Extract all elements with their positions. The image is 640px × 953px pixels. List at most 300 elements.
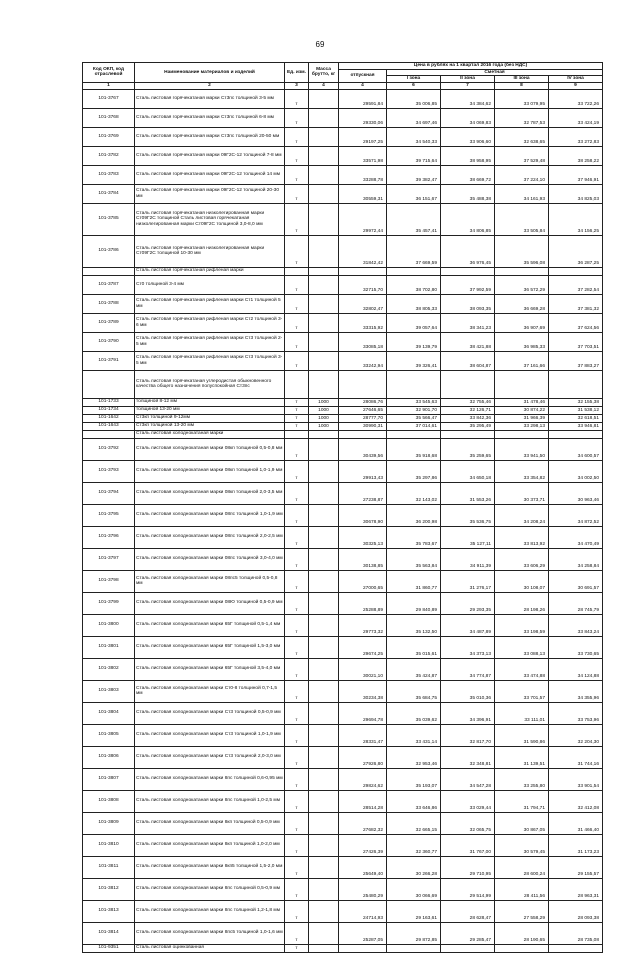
factory-price-cell: 32802,47: [339, 294, 387, 313]
zone-4-price-cell: 37 381,32: [549, 294, 603, 313]
zone-1-price-cell: [387, 944, 441, 952]
zone-3-price-cell: 33 701,57: [495, 680, 549, 702]
zone-2-price-cell: 31 767,00: [441, 834, 495, 856]
material-name-cell: Сталь листовая холоднокатаная марки 8пс толщиной 0,5-0,9 мм: [135, 878, 285, 900]
zone-1-price-cell: 35 457,41: [387, 203, 441, 235]
unit-cell: т: [285, 294, 309, 313]
factory-price-cell: 27926,80: [339, 746, 387, 768]
zone-4-price-cell: 33 753,96: [549, 702, 603, 724]
factory-price-cell: 29824,62: [339, 768, 387, 790]
zone-2-price-cell: 29 285,47: [441, 922, 495, 944]
table-row: [83, 724, 603, 746]
zone-4-price-cell: 34 156,25: [549, 203, 603, 235]
okp-code-cell: [83, 267, 135, 275]
factory-price-cell: 30021,10: [339, 658, 387, 680]
unit-cell: т: [285, 658, 309, 680]
zone-1-price-cell: 38 805,33: [387, 294, 441, 313]
zone-3-price-cell: 32 638,65: [495, 127, 549, 146]
zone-1-price-cell: 33 431,14: [387, 724, 441, 746]
zone-3-price-cell: 28 198,26: [495, 592, 549, 614]
zone-1-price-cell: 32 360,77: [387, 834, 441, 856]
table-row: [83, 790, 603, 812]
factory-price-cell: 29694,78: [339, 702, 387, 724]
okp-code-cell: [83, 430, 135, 438]
zone-2-price-cell: 35 488,38: [441, 184, 495, 203]
factory-price-cell: 28086,76: [339, 398, 387, 406]
material-name-cell: Сталь листовая холоднокатаная марки: [135, 430, 285, 438]
mass-cell: 1000: [309, 398, 339, 406]
material-name-cell: Сталь листовая горячекатаная низколегированная марки Ст09Г2С толщиной Сталь листовая горячекатаная низколегированная марки Ст09Г2С толщиной 3,0-8,0 мм: [135, 203, 285, 235]
factory-price-cell: 24714,93: [339, 900, 387, 922]
table-row: [83, 768, 603, 790]
zone-3-price-cell: 32 787,53: [495, 108, 549, 127]
material-name-cell: Сталь листовая холоднокатаная марки 08пс толщиной 1,0-1,9 мм: [135, 504, 285, 526]
factory-price-cell: 27238,87: [339, 482, 387, 504]
table-row: [83, 460, 603, 482]
table-row: [83, 614, 603, 636]
zone-3-price-cell: 36 572,29: [495, 275, 549, 294]
zone-4-price-cell: 38 258,22: [549, 146, 603, 165]
unit-cell: т: [285, 504, 309, 526]
unit-cell: т: [285, 878, 309, 900]
zone-4-price-cell: 34 872,52: [549, 504, 603, 526]
table-row: [83, 414, 603, 422]
price-group-header: Цена в рублях на 1 квартал 2016 года (без НДС): [339, 63, 603, 70]
zone-2-price-cell: 35 127,11: [441, 526, 495, 548]
table-row: [83, 658, 603, 680]
zone-3-price-cell: 30 373,71: [495, 482, 549, 504]
col-index: 3: [285, 82, 309, 89]
zone-4-price-cell: 33 901,54: [549, 768, 603, 790]
zone-2-price-cell: 32 126,71: [441, 406, 495, 414]
okp-code-cell: 101-3807: [83, 768, 135, 790]
unit-cell: т: [285, 275, 309, 294]
mass-cell: [309, 332, 339, 351]
mass-cell: [309, 127, 339, 146]
zone-3-price-cell: 30 874,22: [495, 406, 549, 414]
okp-code-cell: 101-9351: [83, 944, 135, 952]
mass-cell: [309, 812, 339, 834]
zone-4-header: IV зона: [549, 76, 603, 83]
zone-1-price-cell: 39 382,47: [387, 165, 441, 184]
zone-1-price-cell: 38 702,80: [387, 275, 441, 294]
zone-2-price-cell: 37 992,59: [441, 275, 495, 294]
zone-2-price-cell: 31 553,26: [441, 482, 495, 504]
zone-2-price-cell: 38 421,88: [441, 332, 495, 351]
unit-cell: т: [285, 414, 309, 422]
zone-4-price-cell: 33 730,65: [549, 636, 603, 658]
okp-code-cell: 101-3783: [83, 165, 135, 184]
table-row: [83, 944, 603, 952]
zone-1-price-cell: 35 918,68: [387, 438, 441, 460]
table-row: [83, 592, 603, 614]
zone-1-price-cell: 35 297,86: [387, 460, 441, 482]
zone-3-price-cell: 28 411,56: [495, 878, 549, 900]
zone-3-price-cell: 33 111,01: [495, 702, 549, 724]
mass-cell: [309, 746, 339, 768]
col-index: 9: [549, 82, 603, 89]
okp-code-cell: [83, 370, 135, 398]
mass-cell: [309, 548, 339, 570]
material-name-cell: Сталь листовая холоднокатаная марки 8пс толщиной 1,0-2,5 мм: [135, 790, 285, 812]
zone-4-price-cell: 34 258,84: [549, 548, 603, 570]
zone-2-price-cell: 33 842,36: [441, 414, 495, 422]
unit-cell: т: [285, 900, 309, 922]
material-name-cell: Сталь листовая холоднокатаная марки 8кп толщиной 0,5-0,9 мм: [135, 812, 285, 834]
table-row: [83, 746, 603, 768]
okp-code-cell: 101-1643: [83, 422, 135, 430]
table-row: [83, 108, 603, 127]
zone-4-price-cell: 33 722,26: [549, 89, 603, 108]
mass-cell: [309, 614, 339, 636]
zone-3-price-cell: 33 354,82: [495, 460, 549, 482]
mass-cell: [309, 351, 339, 370]
unit-cell: т: [285, 108, 309, 127]
factory-price-cell: 29913,43: [339, 460, 387, 482]
table-row: [83, 856, 603, 878]
table-row: [83, 89, 603, 108]
col-index: 6: [387, 82, 441, 89]
okp-code-cell: 101-3785: [83, 203, 135, 235]
mass-cell: [309, 922, 339, 944]
zone-4-price-cell: 32 155,38: [549, 398, 603, 406]
okp-code-cell: 101-3786: [83, 235, 135, 267]
factory-price-cell: 28331,47: [339, 724, 387, 746]
zone-2-price-cell: 32 065,75: [441, 812, 495, 834]
zone-1-price-cell: 30 066,69: [387, 878, 441, 900]
factory-price-cell: 29330,06: [339, 108, 387, 127]
okp-code-cell: 101-3811: [83, 856, 135, 878]
unit-cell: т: [285, 856, 309, 878]
mass-cell: [309, 294, 339, 313]
zone-3-price-cell: 36 669,28: [495, 294, 549, 313]
okp-code-cell: 101-3797: [83, 548, 135, 570]
zone-4-price-cell: 37 946,91: [549, 165, 603, 184]
zone-1-price-cell: 36 200,98: [387, 504, 441, 526]
zone-2-price-cell: 34 396,91: [441, 702, 495, 724]
zone-4-price-cell: 31 466,40: [549, 812, 603, 834]
zone-1-price-cell: 29 872,85: [387, 922, 441, 944]
factory-price-cell: 30678,90: [339, 504, 387, 526]
table-row: [83, 438, 603, 460]
factory-price-cell: 25480,29: [339, 878, 387, 900]
unit-cell: т: [285, 332, 309, 351]
unit-cell: т: [285, 812, 309, 834]
unit-cell: т: [285, 203, 309, 235]
zone-1-price-cell: 34 697,46: [387, 108, 441, 127]
material-name-cell: Сталь листовая горячекатаная марки 09Г2С-12 толщиной 7-8 мм: [135, 146, 285, 165]
mass-cell: [309, 235, 339, 267]
mass-cell: [309, 856, 339, 878]
table-row: [83, 406, 603, 414]
material-name-cell: Сталь листовая холоднокатаная марки 65Г толщиной 3,5-4,0 мм: [135, 658, 285, 680]
unit-cell: т: [285, 834, 309, 856]
factory-price-cell: 29197,25: [339, 127, 387, 146]
material-name-cell: Сталь листовая холоднокатаная марки Ст3 толщиной 0,5-0,9 мм: [135, 702, 285, 724]
unit-cell: т: [285, 614, 309, 636]
col-code-header: Код ОКП, код отраслевой: [83, 63, 135, 83]
zone-4-price-cell: 32 204,30: [549, 724, 603, 746]
zone-1-price-cell: 32 901,70: [387, 406, 441, 414]
factory-price-cell: 33242,94: [339, 351, 387, 370]
column-index-row: [83, 82, 603, 89]
unit-cell: т: [285, 636, 309, 658]
material-name-cell: Ст3кп толщиной 9-12мм: [135, 414, 285, 422]
mass-cell: [309, 482, 339, 504]
unit-cell: [285, 370, 309, 398]
zone-1-price-cell: 31 860,77: [387, 570, 441, 592]
col-factory-header: отпускная: [339, 69, 387, 82]
zone-1-price-cell: 35 132,50: [387, 614, 441, 636]
zone-4-price-cell: [549, 944, 603, 952]
mass-cell: [309, 570, 339, 592]
unit-cell: т: [285, 922, 309, 944]
table-row: [83, 267, 603, 275]
zone-2-price-cell: 35 536,75: [441, 504, 495, 526]
table-header: [83, 63, 603, 90]
zone-4-price-cell: 30 963,46: [549, 482, 603, 504]
table-row: [83, 127, 603, 146]
unit-cell: т: [285, 482, 309, 504]
factory-price-cell: 30138,85: [339, 548, 387, 570]
material-name-cell: Сталь листовая холоднокатаная марки 08пс5 толщиной 0,5-0,8 мм: [135, 570, 285, 592]
factory-price-cell: 29773,32: [339, 614, 387, 636]
mass-cell: [309, 108, 339, 127]
factory-price-cell: 31842,42: [339, 235, 387, 267]
mass-cell: [309, 146, 339, 165]
zone-4-price-cell: 34 124,88: [549, 658, 603, 680]
zone-2-price-cell: 34 806,85: [441, 203, 495, 235]
mass-cell: [309, 834, 339, 856]
table-row: [83, 526, 603, 548]
mass-cell: [309, 878, 339, 900]
unit-cell: т: [285, 944, 309, 952]
table-row: [83, 332, 603, 351]
zone-2-price-cell: 32 348,81: [441, 746, 495, 768]
unit-cell: т: [285, 526, 309, 548]
zone-3-price-cell: 34 161,93: [495, 184, 549, 203]
mass-cell: [309, 165, 339, 184]
table-row: [83, 812, 603, 834]
zone-3-price-cell: 35 596,08: [495, 235, 549, 267]
zone-4-price-cell: 31 538,12: [549, 406, 603, 414]
zone-4-price-cell: 36 287,25: [549, 235, 603, 267]
mass-cell: 1000: [309, 406, 339, 414]
zone-3-price-cell: 36 985,33: [495, 332, 549, 351]
zone-2-price-cell: 35 259,65: [441, 438, 495, 460]
okp-code-cell: 101-3796: [83, 526, 135, 548]
table-row: [83, 570, 603, 592]
zone-1-price-cell: [387, 370, 441, 398]
material-name-cell: Сталь листовая холоднокатаная марки 8кп5 толщиной 1,5-2,0 мм: [135, 856, 285, 878]
mass-cell: [309, 438, 339, 460]
material-name-cell: Сталь листовая холоднокатаная марки 08пс толщиной 3,0-4,0 мм: [135, 548, 285, 570]
zone-1-price-cell: 29 840,89: [387, 592, 441, 614]
unit-cell: т: [285, 351, 309, 370]
zone-3-price-cell: 30 867,05: [495, 812, 549, 834]
zone-3-price-cell: [495, 267, 549, 275]
col-index: 8: [495, 82, 549, 89]
mass-cell: [309, 370, 339, 398]
zone-4-price-cell: 33 424,19: [549, 108, 603, 127]
material-name-cell: Сталь листовая холоднокатаная марки 8пс5 толщиной 1,0-1,6 мм: [135, 922, 285, 944]
mass-cell: [309, 313, 339, 332]
material-name-cell: Сталь листовая горячекатаная рифленая марки Ст2 толщиной 3-6 мм: [135, 313, 285, 332]
factory-price-cell: 25288,89: [339, 592, 387, 614]
factory-price-cell: 28777,70: [339, 414, 387, 422]
factory-price-cell: 30234,38: [339, 680, 387, 702]
table-row: [83, 548, 603, 570]
table-row: [83, 235, 603, 267]
zone-3-price-cell: 28 190,65: [495, 922, 549, 944]
material-name-cell: Сталь листовая горячекатаная марки Ст3пс толщиной 6-8 мм: [135, 108, 285, 127]
factory-price-cell: [339, 370, 387, 398]
zone-4-price-cell: 29 155,57: [549, 856, 603, 878]
material-name-cell: Сталь листовая оцинкованная: [135, 944, 285, 952]
okp-code-cell: 101-3787: [83, 275, 135, 294]
factory-price-cell: 27426,39: [339, 834, 387, 856]
zone-3-price-cell: 31 478,46: [495, 398, 549, 406]
col-index: 1: [83, 82, 135, 89]
zone-4-price-cell: 32 412,08: [549, 790, 603, 812]
okp-code-cell: 101-3784: [83, 184, 135, 203]
zone-2-price-cell: 38 341,23: [441, 313, 495, 332]
table-row: [83, 146, 603, 165]
zone-4-price-cell: 30 691,57: [549, 570, 603, 592]
okp-code-cell: 101-3792: [83, 438, 135, 460]
zone-4-price-cell: 34 002,50: [549, 460, 603, 482]
zone-1-price-cell: 30 266,28: [387, 856, 441, 878]
material-name-cell: Ст3кп толщиной 13-20 мм: [135, 422, 285, 430]
zone-1-price-cell: 32 953,46: [387, 746, 441, 768]
okp-code-cell: 101-3809: [83, 812, 135, 834]
mass-cell: [309, 768, 339, 790]
zone-2-price-cell: 34 774,87: [441, 658, 495, 680]
okp-code-cell: 101-3790: [83, 332, 135, 351]
factory-price-cell: 30439,56: [339, 438, 387, 460]
table-row: [83, 922, 603, 944]
material-name-cell: Сталь листовая горячекатаная углеродистая обыкновенного качества общего назначения полуспокойная Ст3пс: [135, 370, 285, 398]
mass-cell: [309, 944, 339, 952]
unit-cell: т: [285, 768, 309, 790]
zone-2-price-cell: 38 958,95: [441, 146, 495, 165]
zone-3-price-cell: 27 558,29: [495, 900, 549, 922]
zone-2-price-cell: 34 487,89: [441, 614, 495, 636]
material-name-cell: Сталь листовая холоднокатаная марки 65Г толщиной 0,5-1,4 мм: [135, 614, 285, 636]
table-row: [83, 184, 603, 203]
zone-1-price-cell: 35 193,07: [387, 768, 441, 790]
zone-2-price-cell: 38 669,72: [441, 165, 495, 184]
zone-3-price-cell: 37 529,48: [495, 146, 549, 165]
table-row: [83, 900, 603, 922]
zone-3-price-cell: 33 606,29: [495, 548, 549, 570]
unit-cell: т: [285, 746, 309, 768]
zone-3-price-cell: 33 505,84: [495, 203, 549, 235]
unit-cell: т: [285, 313, 309, 332]
zone-2-price-cell: 34 650,18: [441, 460, 495, 482]
factory-price-cell: 29674,25: [339, 636, 387, 658]
zone-3-price-cell: 33 474,88: [495, 658, 549, 680]
zone-1-price-cell: 35 684,75: [387, 680, 441, 702]
zone-3-price-cell: 33 941,50: [495, 438, 549, 460]
okp-code-cell: 101-3806: [83, 746, 135, 768]
zone-3-price-cell: 31 139,51: [495, 746, 549, 768]
unit-cell: т: [285, 570, 309, 592]
mass-cell: [309, 89, 339, 108]
material-name-cell: Сталь листовая горячекатаная рифленая марки Ст3 толщиной 3-5 мм: [135, 351, 285, 370]
zone-3-price-cell: 36 907,69: [495, 313, 549, 332]
zone-2-price-cell: [441, 370, 495, 398]
zone-3-price-cell: 33 255,80: [495, 768, 549, 790]
material-name-cell: Сталь листовая холоднокатаная марки Ст0-8 толщиной 0,7-1,5 мм: [135, 680, 285, 702]
table-row: [83, 351, 603, 370]
okp-code-cell: 101-3808: [83, 790, 135, 812]
zone-3-price-cell: 30 108,07: [495, 570, 549, 592]
zone-3-price-cell: [495, 944, 549, 952]
zone-4-price-cell: 37 883,27: [549, 351, 603, 370]
zone-1-price-cell: 35 566,47: [387, 414, 441, 422]
zone-1-price-cell: 35 039,62: [387, 702, 441, 724]
zone-4-price-cell: 34 355,96: [549, 680, 603, 702]
col-name-header: Наименование материалов и изделий: [135, 63, 285, 83]
okp-code-cell: 101-3791: [83, 351, 135, 370]
zone-2-price-cell: [441, 944, 495, 952]
unit-cell: т: [285, 422, 309, 430]
factory-price-cell: 33315,92: [339, 313, 387, 332]
mass-cell: [309, 724, 339, 746]
okp-code-cell: 101-3793: [83, 460, 135, 482]
table-row: [83, 636, 603, 658]
zone-2-price-cell: 38 604,87: [441, 351, 495, 370]
okp-code-cell: 101-3804: [83, 702, 135, 724]
zone-4-price-cell: 33 272,83: [549, 127, 603, 146]
zone-2-price-cell: 34 911,39: [441, 548, 495, 570]
zone-2-price-cell: 36 976,45: [441, 235, 495, 267]
zone-1-price-cell: 34 540,33: [387, 127, 441, 146]
zone-4-price-cell: 33 843,24: [549, 614, 603, 636]
material-name-cell: толщиной 13-20 мм: [135, 406, 285, 414]
okp-code-cell: 101-3801: [83, 636, 135, 658]
mass-cell: [309, 504, 339, 526]
material-name-cell: Сталь листовая горячекатаная марки 09Г2С-12 толщиной 14 мм: [135, 165, 285, 184]
zone-2-price-cell: 32 755,46: [441, 398, 495, 406]
zone-3-price-cell: 33 298,13: [495, 422, 549, 430]
table-row: [83, 834, 603, 856]
factory-price-cell: [339, 267, 387, 275]
table-row: [83, 422, 603, 430]
material-name-cell: Сталь листовая холоднокатаная марки 08кп толщиной 1,0-1,9 мм: [135, 460, 285, 482]
factory-price-cell: 33288,78: [339, 165, 387, 184]
zone-4-price-cell: [549, 430, 603, 438]
zone-2-price-cell: 34 384,62: [441, 89, 495, 108]
zone-1-price-cell: 35 783,67: [387, 526, 441, 548]
zone-2-price-cell: 32 817,70: [441, 724, 495, 746]
material-name-cell: Сталь листовая холоднокатаная марки 08кп толщиной 0,5-0,8 мм: [135, 438, 285, 460]
zone-4-price-cell: 31 744,16: [549, 746, 603, 768]
zone-3-price-cell: 28 600,24: [495, 856, 549, 878]
material-name-cell: Сталь листовая холоднокатаная марки Ст3 толщиной 1,0-1,9 мм: [135, 724, 285, 746]
mass-cell: [309, 275, 339, 294]
unit-cell: т: [285, 790, 309, 812]
factory-price-cell: 27646,65: [339, 406, 387, 414]
col-index: 4: [309, 82, 339, 89]
zone-2-price-cell: 35 010,36: [441, 680, 495, 702]
material-name-cell: Сталь листовая холоднокатаная марки 08кп толщиной 2,0-3,5 мм: [135, 482, 285, 504]
material-name-cell: Сталь листовая горячекатаная марки Ст3пс толщиной 20-50 мм: [135, 127, 285, 146]
zone-2-price-cell: 33 906,60: [441, 127, 495, 146]
factory-price-cell: 33571,98: [339, 146, 387, 165]
zone-1-price-cell: 39 715,64: [387, 146, 441, 165]
